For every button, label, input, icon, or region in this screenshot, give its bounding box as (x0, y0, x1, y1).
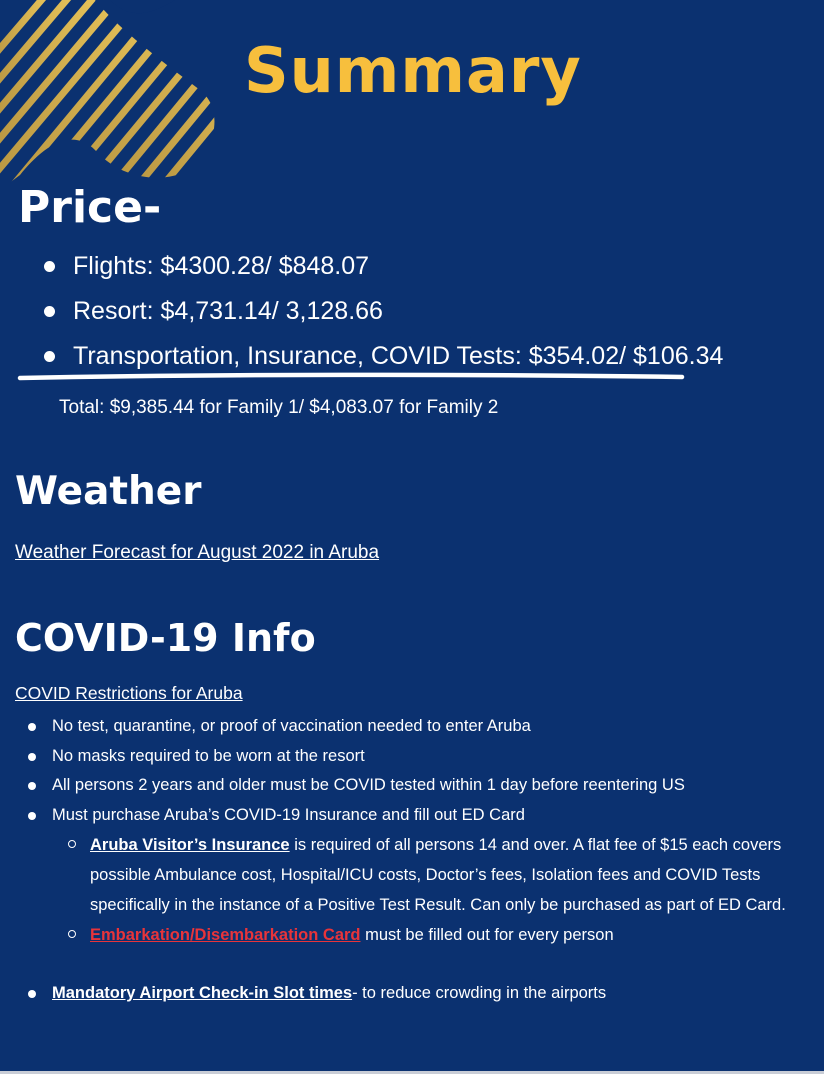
bullet-icon (28, 812, 36, 820)
covid-item-text: No test, quarantine, or proof of vaccination needed to enter Aruba (52, 717, 531, 735)
price-item-label: Flights: $4300.28/ $848.07 (73, 252, 370, 280)
price-item-flights (40, 244, 723, 289)
bullet-icon (44, 351, 55, 362)
page-title: Summary (244, 34, 582, 107)
bullet-icon (28, 753, 36, 761)
visitor-insurance-link[interactable]: Aruba Visitor’s Insurance (90, 836, 290, 854)
covid-item (26, 712, 806, 742)
price-list (40, 244, 723, 379)
bullet-icon (28, 723, 36, 731)
bullet-icon (28, 990, 36, 998)
covid-item-text: Must purchase Aruba’s COVID-19 Insurance and fill out ED Card (52, 805, 525, 824)
covid-item (26, 742, 806, 772)
hollow-bullet-icon (68, 840, 76, 848)
covid-sub-list (52, 830, 806, 950)
checkin-slot-text: - to reduce crowding in the airports (352, 984, 607, 1002)
covid-sub-item-ed-card (52, 920, 790, 950)
price-item-resort (40, 289, 723, 334)
checkin-slot-link[interactable]: Mandatory Airport Check-in Slot times (52, 984, 353, 1002)
decorative-wave-graphic (0, 0, 260, 190)
covid-heading: COVID-19 Info (15, 616, 316, 660)
price-item-label: Resort: $4,731.14/ 3,128.66 (73, 297, 383, 325)
covid-item-checkin (26, 979, 806, 1009)
price-total: Total: $9,385.44 for Family 1/ $4,083.07 for Family 2 (59, 397, 499, 418)
weather-heading: Weather (15, 469, 202, 514)
weather-forecast-link[interactable]: Weather Forecast for August 2022 in Aruba (15, 542, 380, 563)
bullet-icon (44, 261, 55, 272)
bullet-icon (44, 306, 55, 317)
covid-item-text: No masks required to be worn at the resort (52, 746, 365, 765)
ed-card-text: must be filled out for every person (360, 926, 614, 944)
visitor-insurance-text: is required of all persons 14 and over. A flat fee of $15 each covers possible Ambulance cost, Hospital/ICU costs, Doctor’s fees, Isolation fees and COVID Tests specifically in the instance of a Positive Test Result. Can only be purchased as part of ED Card. (90, 836, 786, 914)
ed-card-link[interactable]: Embarkation/Disembarkation Card (90, 926, 361, 944)
price-item-label: Transportation, Insurance, COVID Tests: $354.02/ $106.34 (73, 342, 724, 370)
total-divider-stroke (16, 372, 686, 382)
covid-restrictions-link[interactable]: COVID Restrictions for Aruba (15, 683, 243, 703)
bullet-icon (28, 782, 36, 790)
covid-item-text: All persons 2 years and older must be COVID tested within 1 day before reentering US (52, 776, 685, 794)
price-heading: Price- (18, 182, 162, 233)
covid-sub-item-insurance (52, 830, 790, 920)
covid-item (26, 801, 806, 951)
covid-item (26, 771, 806, 801)
covid-info-list (26, 712, 806, 1009)
hollow-bullet-icon (68, 930, 76, 938)
